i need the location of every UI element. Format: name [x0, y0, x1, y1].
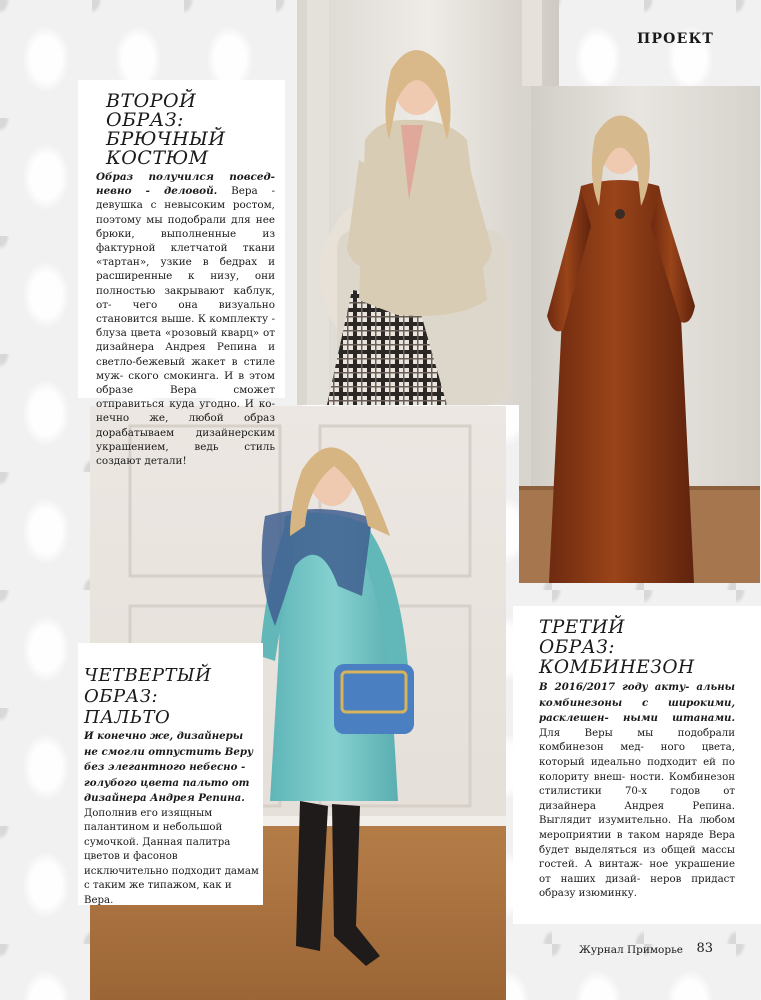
section-label: ПРОЕКТ — [637, 31, 714, 47]
look2-title-line: ВТОРОЙ ОБРАЗ: — [106, 90, 197, 131]
look2-textbox — [78, 80, 285, 468]
look4-paragraph — [84, 729, 259, 908]
look2-title-line: КОСТЮМ — [106, 147, 209, 169]
look3-title-line: ОБРАЗ: — [539, 637, 615, 658]
look4-textbox — [78, 643, 263, 905]
look3-lead: В 2016/2017 году акту- альны комбинезоны с широкими, расклешен- ными штанами. — [539, 681, 735, 725]
footer-magazine-name: Журнал Приморье — [579, 944, 683, 956]
look3-body: Для Веры мы подобрали комбинезон мед- ного цвета, который идеально подходит ей по колориту внеш- ности. Комбинезон стилистики 70-х годов от дизайнера Андрея Репина. Выглядит изумительно. На любом мероприятии в таком наряде Вера будет выделяться из общей массы гостей. А винтаж- ное украшение от наших дизай- неров придаст образу изюминку. — [539, 727, 735, 900]
look4-title — [84, 665, 259, 728]
page-number: 83 — [696, 941, 713, 956]
look2-paragraph — [96, 170, 275, 468]
look4-body: Дополнив его изящным палантином и небольшой сумочкой. Данная палитра цветов и фасонов исключительно подходит дамам с таким же типажом, как и Вера. — [84, 807, 259, 906]
look2-body: Вера - девушка с невысоким ростом, поэтому мы подобрали для нее брюки, выполненные из фактурной клетчатой ткани «тартан», узкие в бедрах и расширенные к низу, они полностью закрывают каблук, от- чего она визуально становится выше. К комплекту - блуза цвета «розовый кварц» от дизайнера Андрея Репина и светло-бежевый жакет в стиле муж- ского смокинга. И в этом образе Вера сможет отправиться куда угодно. И ко- нечно же, любой образ дорабатываем дизайнерским украшением, ведь стиль создают детали! — [96, 185, 275, 468]
look3-title-line: ТРЕТИЙ — [539, 617, 625, 638]
photo-jumpsuit — [519, 86, 760, 583]
look4-title-line: ЧЕТВЕРТЫЙ — [84, 665, 212, 686]
look3-title — [539, 618, 735, 678]
look4-lead: И конечно же, дизайнеры не смогли отпустить Веру без элегантного небесно - голубого цвета пальто от дизайнера Андрея Репина. — [84, 730, 254, 804]
look2-title-line: БРЮЧНЫЙ — [106, 128, 226, 150]
look3-textbox — [513, 606, 761, 924]
look2-title — [106, 92, 275, 168]
look3-title-line: КОМБИНЕЗОН — [539, 657, 695, 678]
look2-lead: Образ получился повсед- невно - деловой. — [96, 171, 275, 198]
look4-title-line: ОБРАЗ: — [84, 686, 159, 707]
look4-title-line: ПАЛЬТО — [84, 707, 171, 728]
look3-paragraph — [539, 680, 735, 902]
